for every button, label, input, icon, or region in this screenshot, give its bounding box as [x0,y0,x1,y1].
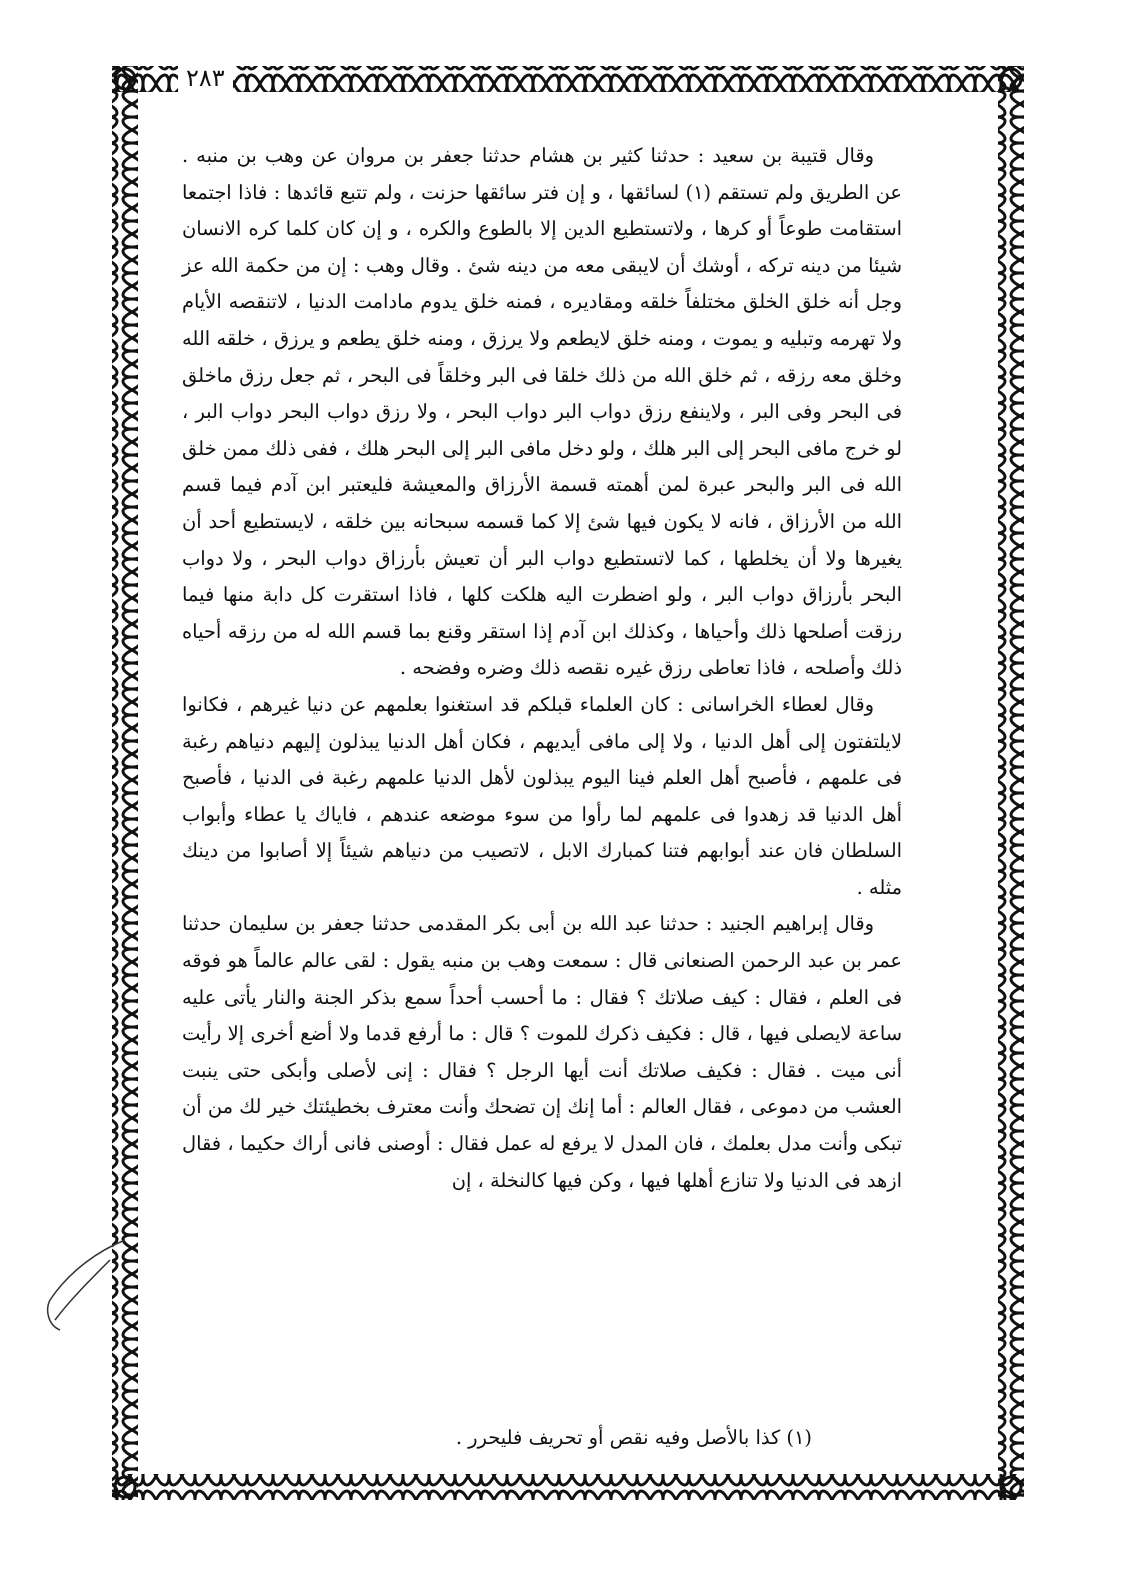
page-number: ٢٨٣ [178,64,233,92]
main-text [182,138,902,1199]
footnote [182,1420,902,1456]
paragraph-2: وقال لعطاء الخراسانى : كان العلماء قبلكم قد استغنوا بعلمهم عن دنيا غيرهم ، فكانوا لايلتفتون إلى أهل الدنيا ، ولا إلى مافى أيديهم ، فكان أهل الدنيا يبذلون إليهم دنياهم رغبة فى علمهم ، فأصبح أهل العلم فينا اليوم يبذلون لأهل الدنيا علمهم رغبة فى الدنيا ، فأصبح أهل الدنيا قد زهدوا فى علمهم لما رأوا من سوء موضعه عندهم ، فاياك يا عطاء وأبواب السلطان فان عند أبوابهم فتنا كمبارك الابل ، لاتصيب من دنياهم شيئاً إلا أصابوا من دينك مثله . [182,692,902,899]
footnote-text: كذا بالأصل وفيه نقص أو تحريف فليحرر . [455,1426,781,1449]
paragraph-3: وقال إبراهيم الجنيد : حدثنا عبد الله بن أبى بكر المقدمى حدثنا جعفر بن سليمان حدثنا عمر بن عبد الرحمن الصنعانى قال : سمعت وهب بن منبه يقول : لقى عالم عالماً هو فوقه فى العلم ، فقال : كيف صلاتك ؟ فقال : ما أحسب أحداً سمع بذكر الجنة والنار يأتى عليه ساعة لايصلى فيها ، قال : فكيف ذكرك للموت ؟ قال : ما أرفع قدما ولا أضع أخرى إلا رأيت أنى ميت . فقال : فكيف صلاتك أنت أيها الرجل ؟ فقال : إنى لأصلى وأبكى حتى ينبت العشب من دموعى ، فقال العالم : أما إنك إن تضحك وأنت معترف بخطيئتك خير لك من أن تبكى وأنت مدل بعلمك ، فان المدل لا يرفع له عمل فقال : أوصنى فانى أراك حكيما ، فقال ازهد فى الدنيا ولا تنازع أهلها فيها ، وكن فيها كالنخلة ، إن [182,912,902,1192]
footnote-marker: (١) [786,1426,812,1449]
handwritten-margin-mark [40,1230,130,1340]
paragraph-1: وقال قتيبة بن سعيد : حدثنا كثير بن هشام حدثنا جعفر بن مروان عن وهب بن منبه . عن الطريق ولم تستقم (١) لسائقها ، و إن فتر سائقها حزنت ، ولم تتبع قائدها : فاذا اجتمعا استقامت طوعاً أو كرها ، ولاتستطيع الدين إلا بالطوع والكره ، و إن كان كلما كره الانسان شيئا من دينه تركه ، أوشك أن لايبقى معه من دينه شئ . وقال وهب : إن من حكمة الله عز وجل أنه خلق الخلق مختلفاً خلقه ومقاديره ، فمنه خلق يدوم مادامت الدنيا ، لاتنقصه الأيام ولا تهرمه وتبليه و يموت ، ومنه خلق لايطعم ولا يرزق ، ومنه خلق يطعم و يرزق ، خلقه الله وخلق معه رزقه ، ثم خلق الله من ذلك خلقا فى البر وخلقاً فى البحر ، ثم جعل رزق ماخلق فى البحر وفى البر ، ولاينفع رزق دواب البر دواب البحر ، ولا رزق دواب البحر دواب البر ، لو خرج مافى البحر إلى البر هلك ، ولو دخل مافى البر إلى البحر هلك ، ففى ذلك ممن خلق الله فى البر والبحر عبرة لمن أهمته قسمة الأرزاق والمعيشة فليعتبر ابن آدم فيما قسم الله من الأرزاق ، فانه لا يكون فيها شئ إلا كما قسمه سبحانه بين خلقه ، لايستطيع أحد أن يغيرها ولا أن يخلطها ، كما لاتستطيع دواب البر أن تعيش بأرزاق دواب البحر ، ولا دواب البحر بأرزاق دواب البر ، ولو اضطرت اليه هلكت كلها ، فاذا استقرت كل دابة منها فيما رزقت أصلحها ذلك وأحياها ، وكذلك ابن آدم إذا استقر وقنع بما قسم الله له من رزقه أحياه ذلك وأصلحه ، فاذا تعاطى رزق غيره نقصه ذلك وضره وفضحه . [182,144,902,680]
